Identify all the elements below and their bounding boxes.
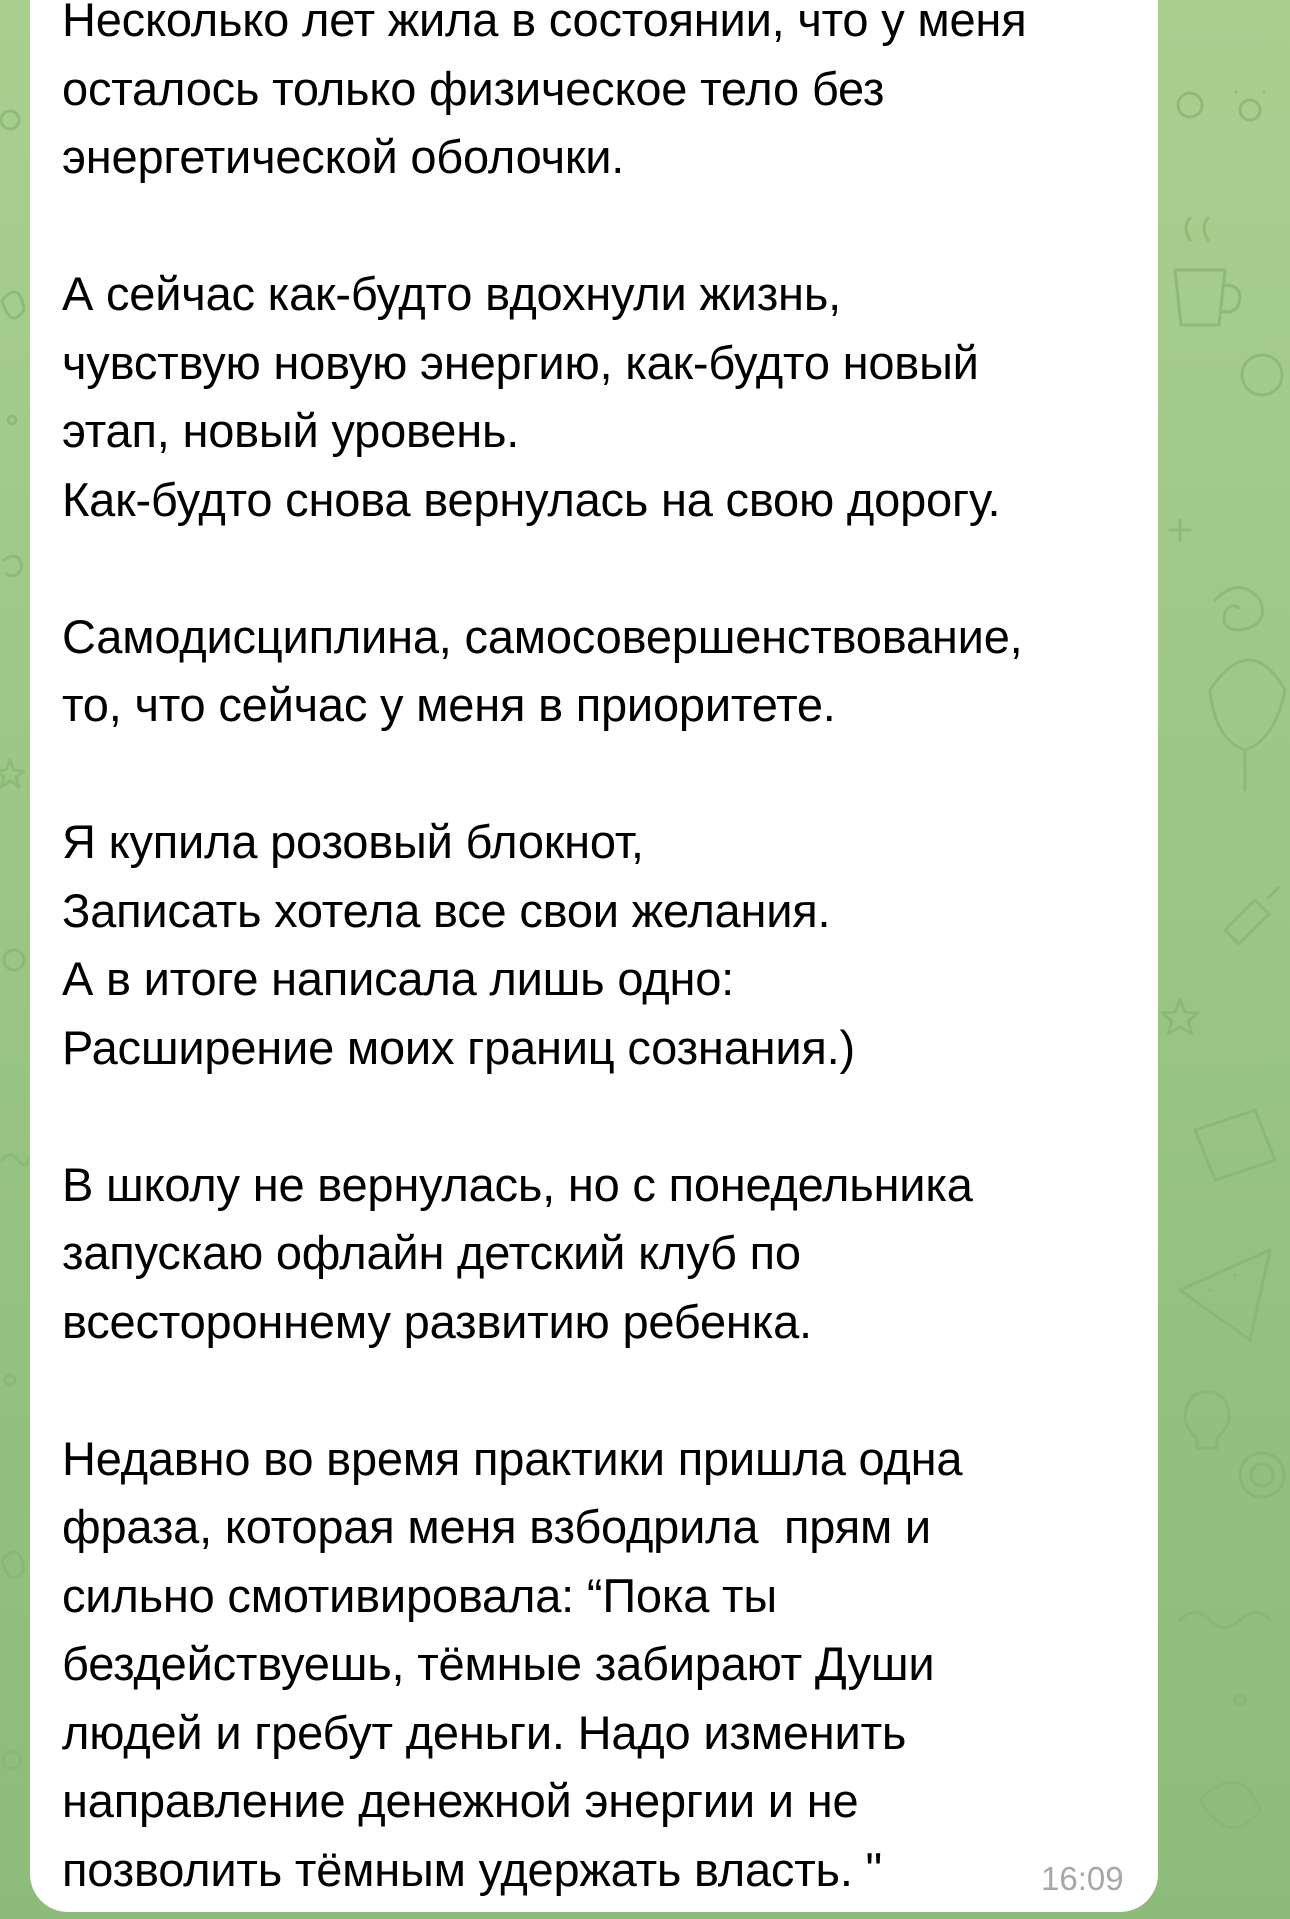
doodle-dot-icon — [1235, 1695, 1245, 1705]
doodle-star-icon — [1162, 1000, 1198, 1034]
doodle-bulb-icon — [1185, 1392, 1229, 1448]
message-timestamp: 16:09 — [1041, 1860, 1124, 1897]
doodle-leaf-icon — [2, 1552, 24, 1578]
doodle-balloon-icon — [1210, 660, 1285, 790]
message-text: Несколько лет жила в состоянии, что у меня осталось только физическое тело без энергетической оболочки. А сейчас как-будто вдохнули жизнь, чувствую новую энергию, как-будто новый этап, новый уровень. Как-будто снова вернулась на свою дорогу. Самодисциплина, самосовершенствование, то, что сейчас у меня в приоритете. Я купила розовый блокнот, Записать хотела все свои желания. А в итоге написала лишь одно: Расширение моих границ сознания.) В школу не вернулась, но с понедельника запускаю офлайн детский клуб по всестороннему развитию ребенка. Недавно во время практики пришла одна фраза, которая меня взбодрила прям и сильно смотивировала: “Пока ты бездействуешь, тёмные забирают Души людей и гребут деньги. Надо изменить направление денежной энергии и не позволить тёмным удержать власть. " — [62, 0, 1027, 1896]
doodle-cup-icon — [1175, 270, 1240, 325]
doodle-target-icon — [1240, 1453, 1284, 1497]
doodle-sparkle-icon — [1170, 520, 1190, 540]
doodle-swirl-icon — [4, 556, 22, 576]
doodle-pizza-icon — [1180, 1250, 1270, 1340]
doodle-dot-icon — [5, 1375, 15, 1385]
doodle-paw-icon — [1236, 92, 1264, 120]
doodle-flashlight-icon — [1225, 888, 1278, 944]
doodle-strawberry-icon — [1242, 355, 1282, 395]
doodle-box-icon — [1195, 1110, 1275, 1180]
doodle-dot-icon — [8, 416, 16, 424]
doodle-circle-icon — [1178, 93, 1202, 117]
doodle-wave-icon — [2, 1155, 28, 1165]
doodle-target-icon — [1251, 1464, 1273, 1486]
doodle-swirl-icon — [1215, 588, 1263, 631]
doodle-circle-icon — [1, 111, 19, 129]
doodle-star-icon — [0, 760, 24, 787]
doodle-leaf-icon — [2, 292, 24, 318]
doodle-steam-icon — [1186, 218, 1208, 240]
doodle-circle-icon — [3, 1751, 21, 1769]
doodle-leaf-icon — [1200, 1782, 1260, 1828]
doodle-wave-icon — [1180, 1613, 1270, 1628]
doodle-circle-icon — [4, 950, 24, 970]
